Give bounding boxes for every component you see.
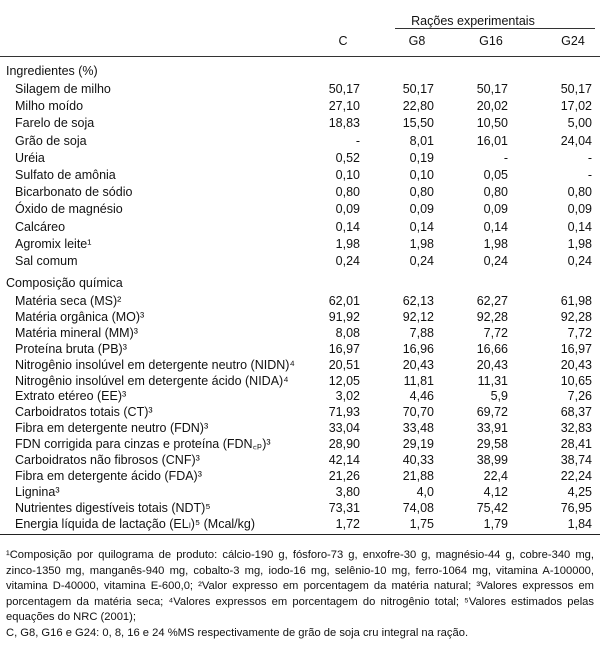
- ingredient-label: Farelo de soja: [15, 116, 95, 131]
- composition-value: 7,72: [567, 325, 592, 340]
- footnotes: [6, 548, 594, 642]
- composition-value: 38,74: [560, 453, 592, 467]
- footnote-1: ¹Composição por quilograma de produto: cálcio-190 g, fósforo-73 g, enxofre-30 g, magnésio-44 g, cobre-340 mg, zinco-1350 mg, manganês-940 mg, cobalto-3 mg, iodo-16 mg, selênio-10 mg, ferro-1064 mg, vitamina A-100000, vitamina D-40000, vitamina E-600,0; ²Valor expresso em porcentagem da matéria natural; ³Valores expressos em porcentagem da matéria seca; ⁴Valores expressos em porcentagem do nitrogênio total; ⁵Valores estimados pelas equações do NRC (2001);: [6, 549, 594, 624]
- composition-value: 11,31: [477, 373, 508, 388]
- composition-value: 16,97: [328, 341, 360, 356]
- composition-label: Proteína bruta (PB)³: [15, 341, 127, 356]
- ingredient-value: 22,80: [402, 99, 434, 114]
- composition-value: 1,84: [567, 516, 592, 531]
- ingredient-label: Silagem de milho: [15, 82, 111, 96]
- composition-value: 22,24: [560, 468, 592, 483]
- composition-label: Fibra em detergente neutro (FDN)³: [15, 421, 209, 436]
- ingredient-value: 0,09: [483, 202, 508, 217]
- composition-value: 33,48: [402, 421, 434, 436]
- ingredient-value: 5,00: [567, 116, 592, 131]
- ingredient-value: -: [587, 168, 592, 182]
- ingredient-value: 0,19: [409, 150, 434, 165]
- composition-value: 62,13: [402, 294, 434, 308]
- ingredient-row: [0, 81, 600, 97]
- composition-value: 42,14: [328, 453, 360, 467]
- composition-value: 4,46: [409, 389, 434, 404]
- composition-row: [0, 373, 600, 389]
- composition-label: Nitrogênio insolúvel em detergente neutro (NIDN)⁴: [15, 357, 295, 372]
- composition-value: 33,91: [476, 421, 508, 436]
- ingredient-value: 0,14: [567, 219, 592, 234]
- composition-value: 7,88: [409, 325, 434, 340]
- ingredient-row: [0, 201, 600, 217]
- ingredient-value: 27,10: [328, 99, 360, 114]
- composition-row: [0, 341, 600, 357]
- ingredient-value: 0,24: [567, 254, 592, 268]
- composition-value: 20,43: [402, 357, 434, 372]
- ingredient-value: 0,14: [335, 219, 360, 234]
- composition-label: Fibra em detergente ácido (FDA)³: [15, 468, 202, 483]
- composition-value: 7,26: [567, 389, 592, 404]
- ingredient-value: 0,09: [567, 202, 592, 217]
- composition-value: 20,43: [476, 357, 508, 372]
- ingredient-value: 1,98: [409, 236, 434, 251]
- composition-value: 74,08: [402, 500, 434, 515]
- section-title-ingredients: Ingredientes (%): [6, 64, 98, 78]
- header-underline: [395, 28, 595, 29]
- ingredient-value: 0,10: [335, 168, 360, 182]
- ingredient-value: 18,83: [328, 116, 360, 131]
- ingredient-value: 0,24: [409, 254, 434, 268]
- composition-row: [0, 293, 600, 309]
- composition-value: 69,72: [476, 405, 508, 420]
- composition-value: 92,28: [476, 309, 508, 324]
- ingredient-value: 0,52: [335, 150, 360, 165]
- ingredient-row: [0, 184, 600, 200]
- composition-row: [0, 452, 600, 468]
- composition-row: [0, 309, 600, 325]
- ingredient-label: Calcáreo: [15, 219, 66, 234]
- composition-value: 38,99: [476, 453, 508, 467]
- ingredient-value: 8,01: [409, 133, 434, 148]
- composition-value: 73,31: [328, 500, 360, 515]
- section-title-composition: Composição química: [6, 276, 123, 290]
- ingredient-value: 0,24: [483, 254, 508, 268]
- ingredient-value: 0,80: [335, 185, 360, 200]
- composition-value: 21,26: [328, 468, 360, 483]
- composition-row: [0, 436, 600, 452]
- composition-value: 29,58: [476, 437, 508, 452]
- ingredient-row: [0, 98, 600, 114]
- composition-value: 28,41: [560, 437, 592, 452]
- ingredient-value: -: [355, 133, 360, 148]
- ingredient-value: 50,17: [476, 82, 508, 96]
- ingredient-value: 50,17: [328, 82, 360, 96]
- composition-value: 62,27: [476, 294, 508, 308]
- composition-value: 61,98: [560, 294, 592, 308]
- ingredient-row: [0, 253, 600, 269]
- ingredient-row: [0, 133, 600, 149]
- ingredient-label: Óxido de magnésio: [15, 202, 123, 217]
- composition-value: 5,9: [490, 389, 508, 404]
- ingredient-row: [0, 167, 600, 183]
- ingredient-label: Sal comum: [15, 254, 78, 268]
- ingredient-value: 0,09: [409, 202, 434, 217]
- composition-value: 40,33: [402, 453, 434, 467]
- composition-value: 16,66: [476, 341, 508, 356]
- composition-value: 70,70: [402, 405, 434, 420]
- composition-label: Matéria orgânica (MO)³: [15, 309, 145, 324]
- composition-row: [0, 325, 600, 341]
- composition-label: Carboidratos totais (CT)³: [15, 405, 153, 420]
- composition-label: Matéria seca (MS)²: [15, 294, 122, 308]
- composition-value: 4,12: [483, 484, 508, 499]
- table-bottom-rule: [0, 534, 600, 535]
- composition-value: 16,96: [402, 341, 434, 356]
- composition-value: 21,88: [402, 468, 434, 483]
- composition-label: Matéria mineral (MM)³: [15, 325, 138, 340]
- composition-value: 68,37: [560, 405, 592, 420]
- ingredient-value: 0,80: [409, 185, 434, 200]
- ingredient-value: 10,50: [476, 116, 508, 131]
- composition-label: Nutrientes digestíveis totais (NDT)⁵: [15, 500, 211, 515]
- composition-row: [0, 516, 600, 532]
- composition-value: 76,95: [560, 500, 592, 515]
- ingredient-value: 0,24: [335, 254, 360, 268]
- composition-value: 1,79: [483, 516, 508, 531]
- ingredient-value: 0,10: [409, 168, 434, 182]
- ingredient-value: 20,02: [476, 99, 508, 114]
- ingredient-row: [0, 219, 600, 235]
- composition-value: 1,72: [335, 516, 360, 531]
- header-rule: [0, 56, 600, 57]
- ingredient-value: 0,80: [567, 185, 592, 200]
- composition-value: 16,97: [560, 341, 592, 356]
- composition-label: Extrato etéreo (EE)³: [15, 389, 127, 404]
- ingredient-value: 1,98: [483, 236, 508, 251]
- composition-row: [0, 420, 600, 436]
- ingredient-value: -: [503, 150, 508, 165]
- ingredient-value: 0,09: [335, 202, 360, 217]
- ingredient-label: Sulfato de amônia: [15, 168, 116, 182]
- ingredient-row: [0, 115, 600, 131]
- composition-row: [0, 357, 600, 373]
- composition-label: FDN corrigida para cinzas e proteína (FDN꜀ₚ)³: [15, 437, 271, 452]
- composition-value: 20,51: [328, 357, 360, 372]
- composition-value: 10,65: [560, 373, 592, 388]
- composition-value: 92,28: [560, 309, 592, 324]
- composition-row: [0, 388, 600, 404]
- composition-value: 29,19: [402, 437, 434, 452]
- composition-value: 71,93: [328, 405, 360, 420]
- ingredient-label: Agromix leite¹: [15, 236, 92, 251]
- header-group-title: Rações experimentais: [411, 14, 535, 28]
- composition-value: 1,75: [409, 516, 434, 531]
- ingredient-value: 0,80: [483, 185, 508, 200]
- ingredient-value: 50,17: [560, 82, 592, 96]
- composition-value: 8,08: [335, 325, 360, 340]
- composition-value: 28,90: [328, 437, 360, 452]
- ingredient-row: [0, 236, 600, 252]
- composition-value: 91,92: [328, 309, 360, 324]
- column-header-g16: G16: [479, 34, 503, 48]
- composition-row: [0, 404, 600, 420]
- composition-label: Carboidratos não fibrosos (CNF)³: [15, 453, 200, 467]
- ingredient-value: -: [587, 150, 592, 165]
- composition-value: 20,43: [560, 357, 592, 372]
- ingredient-value: 15,50: [402, 116, 434, 131]
- ingredient-value: 17,02: [560, 99, 592, 114]
- composition-value: 33,04: [328, 421, 360, 436]
- composition-label: Energia líquida de lactação (ELₗ)⁵ (Mcal/kg): [15, 516, 256, 531]
- ingredient-value: 16,01: [476, 133, 508, 148]
- ingredient-value: 0,05: [483, 168, 508, 182]
- composition-value: 62,01: [328, 294, 360, 308]
- column-header-g8: G8: [408, 34, 426, 48]
- ingredient-value: 50,17: [402, 82, 434, 96]
- composition-label: Lignina³: [15, 484, 60, 499]
- composition-value: 4,25: [567, 484, 592, 499]
- composition-value: 92,12: [402, 309, 434, 324]
- ingredient-value: 24,04: [560, 133, 592, 148]
- column-header-c: C: [338, 34, 348, 48]
- ingredient-label: Uréia: [15, 150, 45, 165]
- column-header-g24: G24: [561, 34, 585, 48]
- ingredient-value: 0,14: [483, 219, 508, 234]
- ingredient-label: Milho moído: [15, 99, 84, 114]
- composition-value: 3,80: [335, 484, 360, 499]
- composition-value: 7,72: [483, 325, 508, 340]
- composition-value: 32,83: [560, 421, 592, 436]
- ingredient-label: Bicarbonato de sódio: [15, 185, 133, 200]
- composition-row: [0, 484, 600, 500]
- ingredient-value: 0,14: [409, 219, 434, 234]
- footnote-2: C, G8, G16 e G24: 0, 8, 16 e 24 %MS respectivamente de grão de soja cru integral na ração.: [6, 626, 469, 639]
- ingredient-label: Grão de soja: [15, 133, 87, 148]
- ingredient-value: 1,98: [335, 236, 360, 251]
- composition-value: 3,02: [335, 389, 360, 404]
- ingredient-value: 1,98: [567, 236, 592, 251]
- composition-value: 22,4: [483, 468, 508, 483]
- composition-value: 12,05: [328, 373, 360, 388]
- composition-row: [0, 500, 600, 516]
- ingredient-row: [0, 150, 600, 166]
- composition-value: 4,0: [416, 484, 434, 499]
- composition-value: 75,42: [476, 500, 508, 515]
- composition-label: Nitrogênio insolúvel em detergente ácido (NIDA)⁴: [15, 373, 289, 388]
- composition-value: 11,81: [403, 373, 434, 388]
- composition-row: [0, 468, 600, 484]
